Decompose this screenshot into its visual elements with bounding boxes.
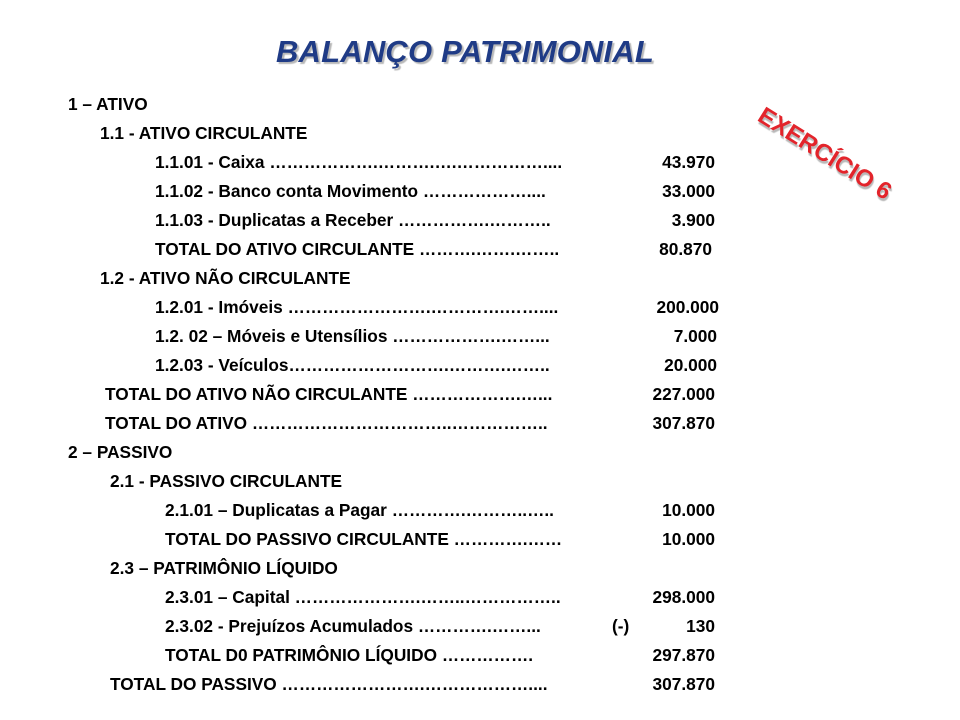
- total-passivo-circulante-label: TOTAL DO PASSIVO CIRCULANTE ………….……: [165, 529, 563, 549]
- total-passivo-circulante-value: 10.000: [662, 529, 715, 549]
- ledger-row-value: 10.000: [662, 500, 715, 520]
- subsection-patrimonio-liquido: 2.3 – PATRIMÔNIO LÍQUIDO: [110, 558, 338, 578]
- ledger-row-label: 1.1.02 - Banco conta Movimento ………………....: [155, 181, 546, 201]
- ledger-row-label: 1.1.03 - Duplicatas a Receber …………….………..: [155, 210, 551, 230]
- total-ativo-nao-circulante-value: 227.000: [652, 384, 715, 404]
- ledger-row-value: 43.970: [662, 152, 715, 172]
- total-patrimonio-liquido-value: 297.870: [652, 645, 715, 665]
- total-ativo-circulante-value: 80.870: [659, 239, 712, 259]
- ledger-row-value: 130: [686, 616, 715, 636]
- ledger-row-label: 1.2.01 - Imóveis …………………….………….……....: [155, 297, 559, 317]
- total-passivo-label: TOTAL DO PASSIVO …………………….………………....: [110, 674, 548, 694]
- exercise-stamp: EXERCÍCIO 6: [753, 102, 897, 206]
- ledger-row-label: 2.1.01 – Duplicatas a Pagar ………….………..…..: [165, 500, 554, 520]
- section-ativo: 1 – ATIVO: [68, 94, 148, 114]
- total-patrimonio-liquido-label: TOTAL D0 PATRIMÔNIO LÍQUIDO …………….: [165, 645, 534, 665]
- ledger-row-value: 20.000: [664, 355, 717, 375]
- subsection-ativo-circulante: 1.1 - ATIVO CIRCULANTE: [100, 123, 308, 143]
- total-ativo-circulante-label: TOTAL DO ATIVO CIRCULANTE ……….…….……..: [155, 239, 560, 259]
- subsection-ativo-nao-circulante: 1.2 - ATIVO NÃO CIRCULANTE: [100, 268, 351, 288]
- ledger-row-value: 298.000: [652, 587, 715, 607]
- negative-prefix: (-): [612, 616, 630, 636]
- ledger-row-label: 2.3.02 - Prejuízos Acumulados ………….……...: [165, 616, 541, 636]
- subsection-passivo-circulante: 2.1 - PASSIVO CIRCULANTE: [110, 471, 343, 491]
- ledger-row-value: 3.900: [671, 210, 715, 230]
- ledger-row-label: 1.2. 02 – Móveis e Utensílios ……………….……...: [155, 326, 550, 346]
- total-ativo-value: 307.870: [652, 413, 715, 433]
- ledger-row-value: 7.000: [673, 326, 717, 346]
- ledger-row-value: 200.000: [656, 297, 719, 317]
- ledger-row-value: 33.000: [662, 181, 715, 201]
- ledger-row-label: 2.3.01 – Capital ………………….……..……………..: [165, 587, 561, 607]
- total-ativo-label: TOTAL DO ATIVO ……………………………..……………..: [105, 413, 548, 433]
- total-passivo-value: 307.870: [652, 674, 715, 694]
- section-passivo: 2 – PASSIVO: [68, 442, 173, 462]
- ledger-row-label: 1.1.01 - Caixa ……………….……….….……………....: [155, 152, 563, 172]
- page-title: BALANÇO PATRIMONIAL: [275, 34, 655, 69]
- ledger-row-label: 1.2.03 - Veículos……………………….……….……..: [155, 355, 550, 375]
- total-ativo-nao-circulante-label: TOTAL DO ATIVO NÃO CIRCULANTE ……………….…...: [105, 384, 553, 404]
